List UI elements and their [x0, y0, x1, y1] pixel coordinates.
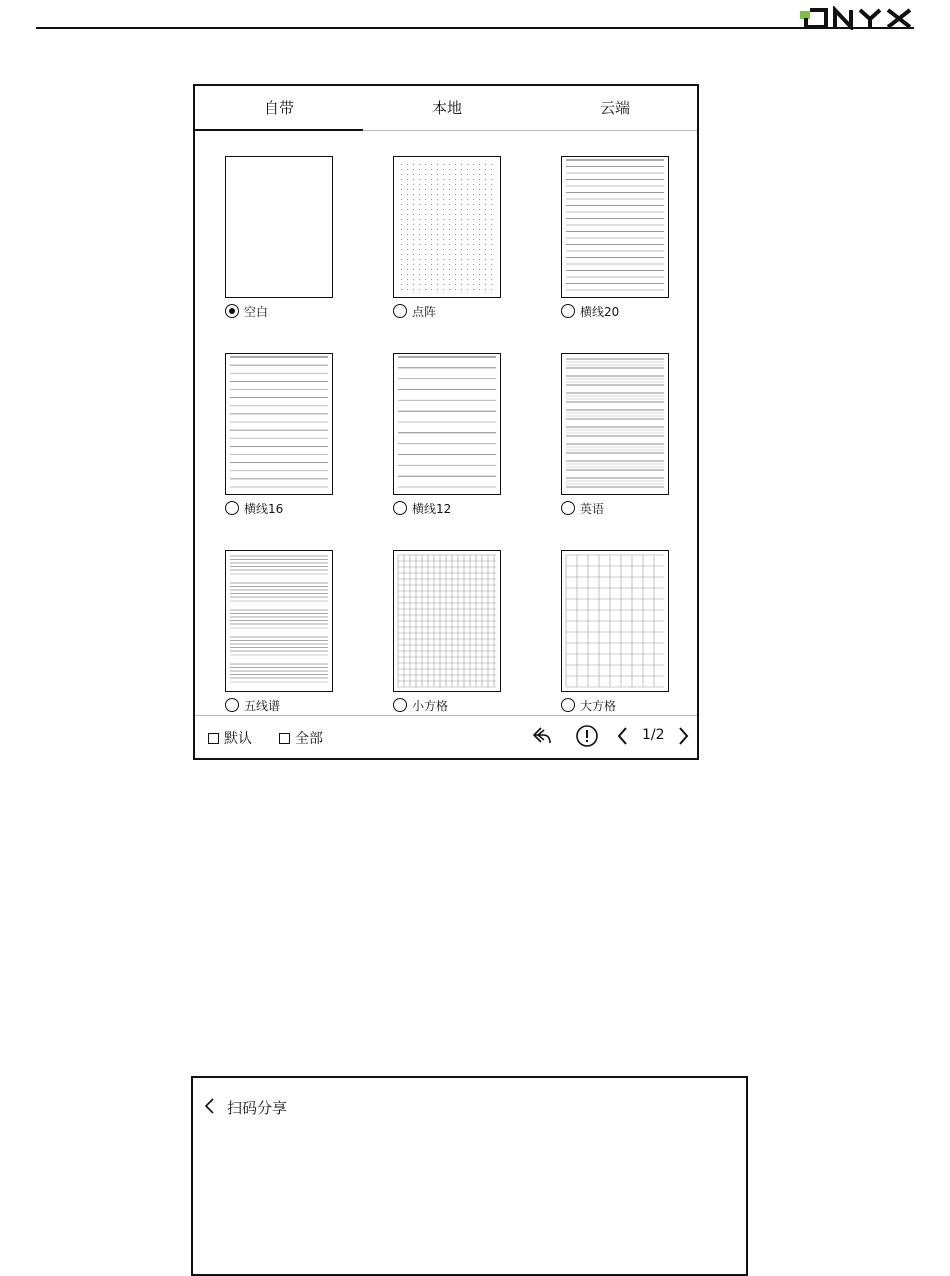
dialog-title: 扫码分享	[227, 1099, 288, 1117]
template-item[interactable]	[363, 524, 513, 713]
template-option[interactable]	[561, 696, 616, 714]
onyx-logo	[800, 6, 918, 30]
template-thumbnail-staff[interactable]	[225, 550, 333, 692]
template-panel	[193, 84, 699, 760]
radio-button[interactable]	[393, 698, 407, 712]
all-label: 全部	[295, 731, 323, 747]
tab-bar	[195, 86, 697, 131]
panel-footer	[195, 715, 697, 758]
template-label: 英语	[580, 501, 605, 516]
template-thumbnail-lines-20[interactable]	[561, 156, 669, 298]
template-thumbnail-small-grid[interactable]	[393, 550, 501, 692]
template-item[interactable]	[195, 524, 345, 713]
template-label: 空白	[244, 304, 269, 319]
template-option[interactable]	[393, 499, 451, 517]
template-thumbnail-large-grid[interactable]	[561, 550, 669, 692]
radio-button[interactable]	[393, 304, 407, 318]
radio-button[interactable]	[561, 304, 575, 318]
radio-button[interactable]	[561, 501, 575, 515]
template-item[interactable]	[195, 130, 345, 319]
radio-button[interactable]	[225, 304, 239, 318]
radio-button[interactable]	[225, 698, 239, 712]
template-label: 小方格	[412, 698, 449, 713]
template-label: 五线谱	[244, 698, 281, 713]
default-label: 默认	[224, 731, 252, 747]
header-rule	[36, 27, 914, 29]
template-label: 横线16	[244, 501, 284, 516]
template-item[interactable]	[531, 524, 681, 713]
template-item[interactable]	[531, 130, 681, 319]
template-thumbnail-blank[interactable]	[225, 156, 333, 298]
share-arrow-icon[interactable]	[531, 724, 555, 748]
template-option[interactable]	[393, 696, 448, 714]
template-option[interactable]	[225, 499, 283, 517]
template-option[interactable]	[225, 302, 268, 320]
template-thumbnail-lines-12[interactable]	[393, 353, 501, 495]
chevron-left-icon[interactable]	[203, 1096, 217, 1116]
radio-button[interactable]	[225, 501, 239, 515]
template-item[interactable]	[363, 130, 513, 319]
template-label: 大方格	[580, 698, 617, 713]
template-option[interactable]	[561, 302, 619, 320]
page-indicator: 1/2	[642, 727, 665, 743]
template-label: 横线12	[412, 501, 452, 516]
template-thumbnail-lines-16[interactable]	[225, 353, 333, 495]
template-label: 横线20	[580, 304, 620, 319]
template-option[interactable]	[393, 302, 436, 320]
checkbox-box[interactable]	[208, 733, 219, 744]
template-item[interactable]	[363, 327, 513, 516]
template-option[interactable]	[561, 499, 604, 517]
template-option[interactable]	[225, 696, 280, 714]
tab-local[interactable]: 本地	[431, 99, 462, 117]
tab-cloud[interactable]: 云端	[599, 99, 630, 117]
template-thumbnail-english[interactable]	[561, 353, 669, 495]
template-item[interactable]	[531, 327, 681, 516]
share-dialog	[191, 1076, 748, 1276]
info-icon[interactable]	[575, 724, 599, 748]
template-thumbnail-dots[interactable]	[393, 156, 501, 298]
checkbox-box[interactable]	[279, 733, 290, 744]
default-checkbox[interactable]	[208, 728, 252, 748]
chevron-left-icon[interactable]	[615, 724, 631, 748]
template-label: 点阵	[412, 304, 437, 319]
tab-builtin[interactable]: 自带	[195, 86, 363, 130]
radio-button[interactable]	[561, 698, 575, 712]
chevron-right-icon[interactable]	[675, 724, 691, 748]
all-checkbox[interactable]	[279, 728, 323, 748]
template-item[interactable]	[195, 327, 345, 516]
template-grid	[195, 130, 697, 720]
radio-button[interactable]	[393, 501, 407, 515]
